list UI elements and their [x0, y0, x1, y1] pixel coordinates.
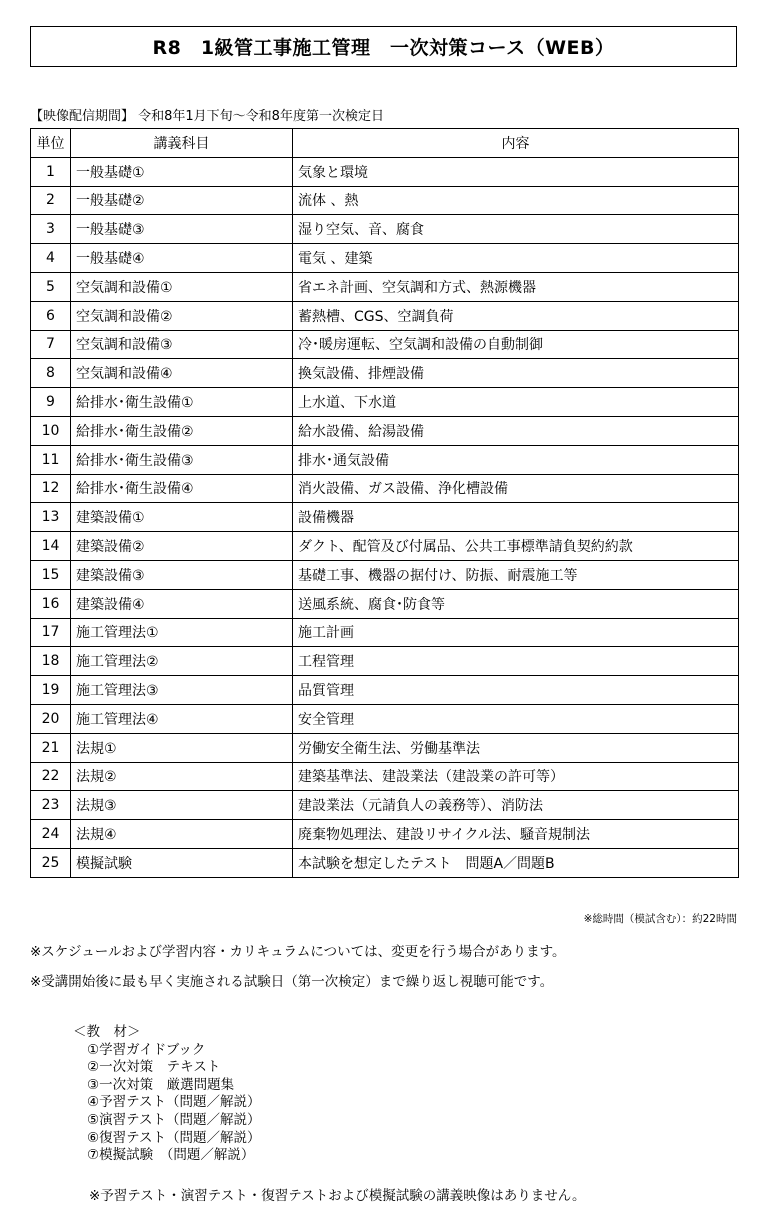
content-cell: 流体 、熱: [293, 186, 739, 215]
table-row: [31, 503, 739, 532]
materials-item: ⑦模擬試験 （問題／解説）: [87, 1147, 255, 1164]
unit-cell: 22: [31, 762, 71, 791]
materials-item: ④予習テスト（問題／解説）: [87, 1094, 261, 1111]
content-cell: 気象と環境: [293, 157, 739, 186]
table-row: [31, 215, 739, 244]
total-time: ※総時間（模試含む）：約22時間: [583, 913, 737, 925]
unit-cell: 20: [31, 704, 71, 733]
table-row: [31, 618, 739, 647]
subject-cell: 建築設備②: [71, 532, 293, 561]
subject-cell: 給排水･衛生設備②: [71, 416, 293, 445]
content-cell: 消火設備、ガス設備、浄化槽設備: [293, 474, 739, 503]
content-cell: 建築基準法、建設業法（建設業の許可等）: [293, 762, 739, 791]
table-row: [31, 359, 739, 388]
subject-cell: 施工管理法④: [71, 704, 293, 733]
unit-cell: 23: [31, 791, 71, 820]
table-row: [31, 791, 739, 820]
subject-cell: 法規①: [71, 733, 293, 762]
content-cell: 廃棄物処理法、建設リサイクル法、騒音規制法: [293, 820, 739, 849]
content-cell: 品質管理: [293, 676, 739, 705]
no-video-note: ※予習テスト・演習テスト・復習テストおよび模擬試験の講義映像はありません。: [89, 1188, 586, 1204]
table-row: [31, 560, 739, 589]
content-cell: 上水道、下水道: [293, 388, 739, 417]
unit-cell: 14: [31, 532, 71, 561]
unit-cell: 24: [31, 820, 71, 849]
table-row: [31, 330, 739, 359]
content-cell: 労働安全衛生法、労働基準法: [293, 733, 739, 762]
content-cell: 送風系統、腐食･防食等: [293, 589, 739, 618]
unit-cell: 6: [31, 301, 71, 330]
content-cell: 省エネ計画、空気調和方式、熱源機器: [293, 272, 739, 301]
table-row: [31, 647, 739, 676]
table-row: [31, 474, 739, 503]
subject-cell: 一般基礎①: [71, 157, 293, 186]
table-header-row: [31, 129, 739, 158]
table-row: [31, 157, 739, 186]
unit-cell: 15: [31, 560, 71, 589]
unit-cell: 25: [31, 848, 71, 877]
materials-item: ⑤演習テスト（問題／解説）: [87, 1111, 261, 1128]
table-row: [31, 848, 739, 877]
subject-cell: 法規③: [71, 791, 293, 820]
subject-cell: 施工管理法②: [71, 647, 293, 676]
table-row: [31, 733, 739, 762]
materials-title: ＜教 材＞: [73, 1024, 141, 1040]
materials-item: ③一次対策 厳選問題集: [87, 1076, 235, 1093]
unit-cell: 16: [31, 589, 71, 618]
content-cell: 給水設備、給湯設備: [293, 416, 739, 445]
content-cell: 工程管理: [293, 647, 739, 676]
subject-cell: 法規②: [71, 762, 293, 791]
content-cell: 換気設備、排煙設備: [293, 359, 739, 388]
table-row: [31, 186, 739, 215]
table-row: [31, 272, 739, 301]
subject-cell: 給排水･衛生設備④: [71, 474, 293, 503]
unit-cell: 3: [31, 215, 71, 244]
subject-cell: 空気調和設備③: [71, 330, 293, 359]
unit-cell: 17: [31, 618, 71, 647]
content-cell: 蓄熱槽、CGS、空調負荷: [293, 301, 739, 330]
header-unit: 単位: [31, 129, 71, 158]
unit-cell: 9: [31, 388, 71, 417]
table-row: [31, 704, 739, 733]
unit-cell: 13: [31, 503, 71, 532]
table-row: [31, 532, 739, 561]
content-cell: ダクト、配管及び付属品、公共工事標準請負契約約款: [293, 532, 739, 561]
unit-cell: 10: [31, 416, 71, 445]
content-cell: 湿り空気、音、腐食: [293, 215, 739, 244]
subject-cell: 施工管理法①: [71, 618, 293, 647]
table-row: [31, 589, 739, 618]
content-cell: 建設業法（元請負人の義務等）、消防法: [293, 791, 739, 820]
materials-item: ②一次対策 テキスト: [87, 1059, 221, 1076]
unit-cell: 7: [31, 330, 71, 359]
subject-cell: 空気調和設備②: [71, 301, 293, 330]
table-row: [31, 676, 739, 705]
content-cell: 基礎工事、機器の据付け、防振、耐震施工等: [293, 560, 739, 589]
table-row: [31, 416, 739, 445]
content-cell: 設備機器: [293, 503, 739, 532]
unit-cell: 8: [31, 359, 71, 388]
subject-cell: 一般基礎④: [71, 244, 293, 273]
table-row: [31, 820, 739, 849]
table-row: [31, 301, 739, 330]
unit-cell: 2: [31, 186, 71, 215]
content-cell: 本試験を想定したテスト 問題A／問題B: [293, 848, 739, 877]
materials-section: [73, 1024, 261, 1165]
header-content: 内容: [293, 129, 739, 158]
unit-cell: 11: [31, 445, 71, 474]
subject-cell: 空気調和設備④: [71, 359, 293, 388]
materials-list: [73, 1042, 261, 1165]
subject-cell: 法規④: [71, 820, 293, 849]
unit-cell: 19: [31, 676, 71, 705]
subject-cell: 一般基礎②: [71, 186, 293, 215]
unit-cell: 4: [31, 244, 71, 273]
subject-cell: 建築設備③: [71, 560, 293, 589]
table-row: [31, 388, 739, 417]
page-title: R8 1級管工事施工管理 一次対策コース（WEB）: [30, 26, 737, 67]
content-cell: 排水･通気設備: [293, 445, 739, 474]
content-cell: 冷･暖房運転、空気調和設備の自動制御: [293, 330, 739, 359]
subject-cell: 空気調和設備①: [71, 272, 293, 301]
unit-cell: 12: [31, 474, 71, 503]
unit-cell: 1: [31, 157, 71, 186]
subject-cell: 一般基礎③: [71, 215, 293, 244]
table-row: [31, 244, 739, 273]
schedule-change-note: ※スケジュールおよび学習内容・カリキュラムについては、変更を行う場合があります。: [30, 944, 566, 960]
subject-cell: 建築設備①: [71, 503, 293, 532]
subject-cell: 模擬試験: [71, 848, 293, 877]
content-cell: 施工計画: [293, 618, 739, 647]
unit-cell: 21: [31, 733, 71, 762]
viewing-period-note: ※受講開始後に最も早く実施される試験日（第一次検定）まで繰り返し視聴可能です。: [30, 974, 554, 990]
table-row: [31, 762, 739, 791]
distribution-period: 【映像配信期間】 令和8年1月下旬～令和8年度第一次検定日: [30, 109, 384, 124]
materials-item: ⑥復習テスト（問題／解説）: [87, 1129, 261, 1146]
subject-cell: 給排水･衛生設備③: [71, 445, 293, 474]
subject-cell: 施工管理法③: [71, 676, 293, 705]
table-row: [31, 445, 739, 474]
content-cell: 安全管理: [293, 704, 739, 733]
unit-cell: 18: [31, 647, 71, 676]
subject-cell: 建築設備④: [71, 589, 293, 618]
content-cell: 電気 、建築: [293, 244, 739, 273]
materials-item: ①学習ガイドブック: [87, 1041, 206, 1058]
unit-cell: 5: [31, 272, 71, 301]
subject-cell: 給排水･衛生設備①: [71, 388, 293, 417]
header-subject: 講義科目: [71, 129, 293, 158]
lecture-schedule-table: [30, 128, 739, 878]
